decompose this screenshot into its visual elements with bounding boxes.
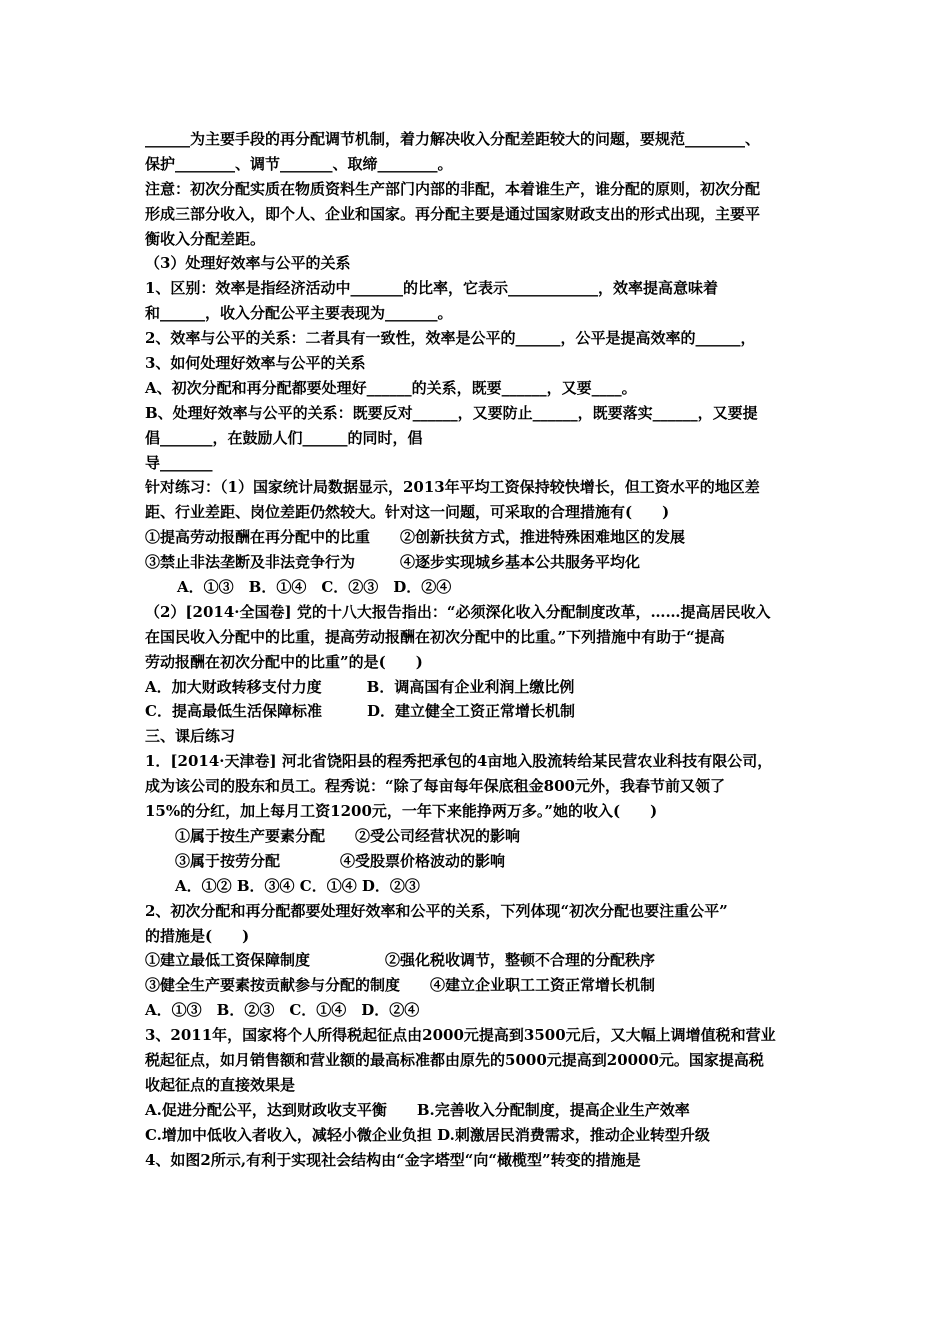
text-line: ______为主要手段的再分配调节机制，着力解决收入分配差距较大的问题，要规范________、: [145, 130, 761, 148]
question-line: 成为该公司的股东和员工。程秀说：“除了每亩每年保底租金800元外，我春节前又领了: [145, 777, 725, 796]
question-line: 15%的分红，加上每月工资1200元，一年下来能挣两万多。”她的收入( ): [145, 802, 658, 821]
text-line: 倡_______，在鼓励人们______的同时，倡: [145, 428, 423, 447]
question-option: ①提高劳动报酬在再分配中的比重 ②创新扶贫方式，推进特殊困难地区的发展: [145, 528, 686, 547]
section-heading: 三、课后练习: [145, 727, 236, 746]
document-body: [145, 127, 815, 1172]
question-line: （2）[2014·全国卷] 党的十八大报告指出：“必须深化收入分配制度改革，……提高居民收入: [145, 602, 771, 621]
question-option: ③健全生产要素按贡献参与分配的制度 ④建立企业职工工资正常增长机制: [145, 976, 656, 995]
answer-choices: A．①③ B．①④ C．②③ D．②④: [177, 578, 452, 597]
question-line: 税起征点，如月销售额和营业额的最高标准都由原先的5000元提高到20000元。国家提高税: [145, 1050, 764, 1069]
question-line: 2、初次分配和再分配都要处理好效率和公平的关系，下列体现“初次分配也要注重公平”: [145, 901, 728, 920]
question-line: 针对练习：（1）国家统计局数据显示，2013年平均工资保持较快增长，但工资水平的地区差: [145, 478, 760, 497]
question-option: C.增加中低收入者收入，减轻小微企业负担 D.刺激居民消费需求，推动企业转型升级: [145, 1125, 710, 1144]
question-line: 3、2011年，国家将个人所得税起征点由2000元提高到3500元后，又大幅上调增值税和营业: [145, 1026, 776, 1045]
question-option: ①属于按生产要素分配 ②受公司经营状况的影响: [175, 826, 521, 845]
section-heading: （3）处理好效率与公平的关系: [145, 254, 351, 273]
question-option: ③属于按劳分配 ④受股票价格波动的影响: [175, 851, 506, 870]
question-line: 4、如图2所示,有利于实现社会结构由“金字塔型“向“橄榄型”转变的措施是: [145, 1150, 641, 1169]
note-paragraph-line: 形成三部分收入，即个人、企业和国家。再分配主要是通过国家财政支出的形式出现，主要平: [145, 204, 761, 223]
note-paragraph-line: 衡收入分配差距。: [145, 229, 266, 248]
question-option: ①建立最低工资保障制度 ②强化税收调节，整顿不合理的分配秩序: [145, 951, 656, 970]
question-line: 在国民收入分配中的比重，提高劳动报酬在初次分配中的比重。”下列措施中有助于“提高: [145, 627, 725, 646]
question-line: 的措施是( ): [145, 926, 250, 945]
question-option: A．加大财政转移支付力度 B．调高国有企业利润上缴比例: [145, 677, 575, 696]
text-line: 和______，收入分配公平主要表现为_______。: [145, 304, 453, 323]
text-line: B、处理好效率与公平的关系：既要反对______，又要防止______，既要落实______，又要提: [145, 403, 758, 422]
text-line: 1、区别：效率是指经济活动中_______的比率，它表示____________，效率提高意味着: [145, 279, 718, 298]
text-line: 保护________、调节_______、取缔________。: [145, 154, 453, 173]
question-option: ③禁止非法垄断及非法竞争行为 ④逐步实现城乡基本公共服务平均化: [145, 553, 641, 572]
question-option: C．提高最低生活保障标准 D．建立健全工资正常增长机制: [145, 702, 575, 721]
text-line: 导_______: [145, 453, 213, 472]
text-line: 3、如何处理好效率与公平的关系: [145, 354, 366, 373]
answer-choices: A．①③ B．②③ C．①④ D．②④: [145, 1001, 420, 1020]
question-line: 1．[2014·天津卷] 河北省饶阳县的程秀把承包的4亩地入股流转给某民营农业科技有限公司，: [145, 752, 773, 771]
note-paragraph-line: 注意：初次分配实质在物质资料生产部门内部的非配，本着谁生产，谁分配的原则，初次分配: [145, 179, 761, 198]
question-line: 距、行业差距、岗位差距仍然较大。针对这一问题，可采取的合理措施有( ): [145, 503, 670, 522]
question-option: A.促进分配公平，达到财政收支平衡 B.完善收入分配制度，提高企业生产效率: [145, 1100, 690, 1119]
question-line: 收起征点的直接效果是: [145, 1075, 296, 1094]
answer-choices: A．①② B．③④ C．①④ D．②③: [175, 876, 420, 895]
text-line: 2、效率与公平的关系：二者具有一致性，效率是公平的______，公平是提高效率的______，: [145, 329, 756, 348]
text-line: A、初次分配和再分配都要处理好______的关系，既要______，又要____。: [145, 378, 637, 397]
question-line: 劳动报酬在初次分配中的比重”的是( ): [145, 652, 423, 671]
